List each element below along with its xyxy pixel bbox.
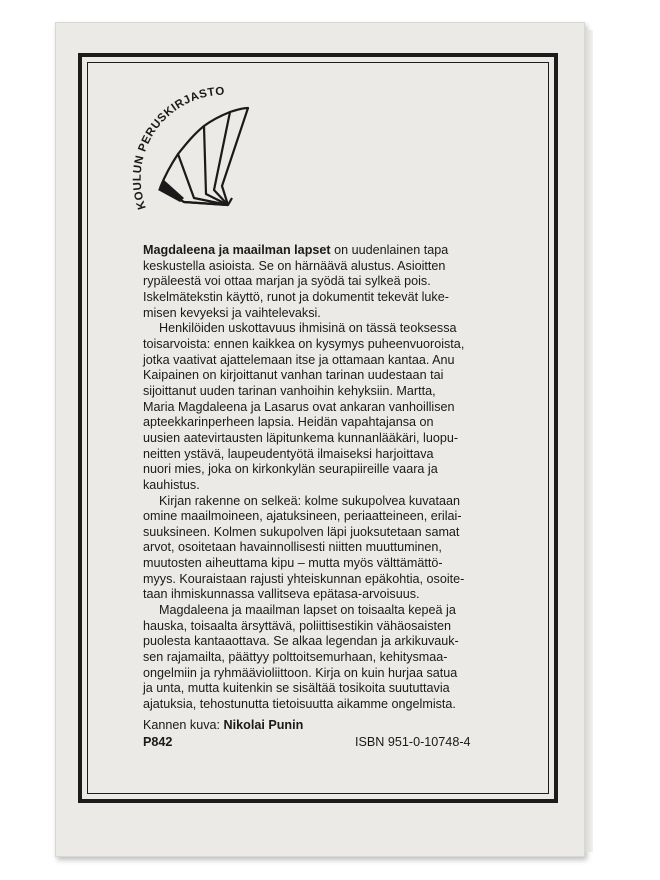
blurb-line: puolesta kantaaottava. Se alkaa legendan ja arkikuvauk-: [143, 634, 459, 649]
blurb-line: omine maailmoineen, ajatuksineen, periaatteineen, erilai-: [143, 509, 462, 524]
blurb-line: Henkilöiden uskottavuus ihmisinä on tässä teoksessa: [159, 321, 457, 336]
blurb-paragraph: [143, 321, 543, 493]
blurb-line: apteekkarinperheen lapsia. Heidän vapahtajansa on: [143, 415, 434, 430]
blurb-line: Magdaleena ja maailman lapset on uudenlainen tapa: [143, 243, 449, 257]
blurb-line: neitten ystävä, laupeudentyötä ilmaiseksi harjoittava: [143, 446, 434, 461]
blurb-line: misen kevyeksi ja vaihtelevaksi.: [143, 305, 321, 320]
blurb-line: Maria Magdaleena ja Lasarus ovat ankaran vanhoillisen: [143, 399, 455, 414]
cover-credit-label: Kannen kuva:: [143, 718, 224, 732]
blurb-line: arvot, osoitetaan havainnollisesti niitten muuttuminen,: [143, 540, 442, 555]
blurb-line: uusien aatevirtausten läpitunkema kunnanlääkäri, luopu-: [143, 430, 459, 445]
blurb-paragraph: [143, 243, 543, 321]
blurb-line: kauhistus.: [143, 477, 200, 492]
svg-text:KOULUN PERUSKIRJASTO: [132, 86, 226, 211]
blurb-line: muutosten aiheuttama kipu – mutta myös välttämättö-: [143, 556, 443, 571]
blurb-line: Kirjan rakenne on selkeä: kolme sukupolvea kuvataan: [159, 493, 461, 508]
cover-artist: Nikolai Punin: [223, 718, 304, 732]
blurb-line: ongelmiin ja ryhmäävioliittoon. Kirja on kuin hurjaa satua: [143, 665, 458, 680]
blurb-line: sijoittanut uuden tarinan vanhoihin kehyksiin. Martta,: [143, 383, 436, 398]
page-edge: [585, 30, 593, 852]
blurb-line: ajatuksia, tehostunutta tietoisuutta aikamme ongelmista.: [143, 697, 456, 712]
blurb-line: keskustella asioista. Se on härnäävä alustus. Asioitten: [143, 258, 446, 273]
isbn-number: ISBN 951-0-10748-4: [355, 735, 471, 749]
blurb-line: suuksineen. Kolmen sukupolven läpi juoksutetaan samat: [143, 524, 460, 539]
blurb-line: Kaipainen on kirjoittanut vanhan tarinan uudestaan tai: [143, 368, 444, 383]
blurb-paragraph: [143, 494, 543, 604]
blurb-line: toisarvoista: ennen kaikkea on kysymys puheenvuoroista,: [143, 336, 465, 351]
series-code: P842: [143, 735, 173, 749]
blurb-line: sen rajamailta, päättyy polttoitsemurhaan, kehitysmaa-: [143, 650, 448, 665]
cover-credit: [143, 718, 303, 734]
blurb-line: myys. Kouraistaan rajusti yhteiskunnan epäkohtia, osoite-: [143, 571, 465, 586]
blurb-line: taan ihmiskunnassa vallitseva epätasa-arvoisuus.: [143, 587, 420, 602]
publisher-logo: [100, 70, 260, 230]
book-title: Magdaleena ja maailman lapset: [143, 243, 331, 257]
blurb-paragraph: [143, 603, 543, 713]
blurb-line: Iskelmätekstin käyttö, runot ja dokumentit tekevät luke-: [143, 289, 449, 304]
fanned-books-icon: [100, 70, 260, 230]
blurb-line: nuori mies, joka on kirkonkylän seurapiireille vaara ja: [143, 462, 438, 477]
blurb-line: jotka vaativat ajattelemaan itse ja ottamaan kantaa. Anu: [143, 352, 455, 367]
blurb-line: Magdaleena ja maailman lapset on toisaalta kepeä ja: [159, 603, 456, 618]
logo-text: KOULUN PERUSKIRJASTO: [131, 85, 226, 211]
blurb-text: [143, 243, 543, 713]
blurb-line: ja unta, mutta kuitenkin se sisältää tosikoita suututtavia: [143, 681, 450, 696]
blurb-line: hauska, toisaalta ärsyttävä, poliittisestikin vähäosaisten: [143, 618, 452, 633]
blurb-line: rypäleestä voi ottaa marjan ja syödä tai sylkeä pois.: [143, 274, 431, 289]
